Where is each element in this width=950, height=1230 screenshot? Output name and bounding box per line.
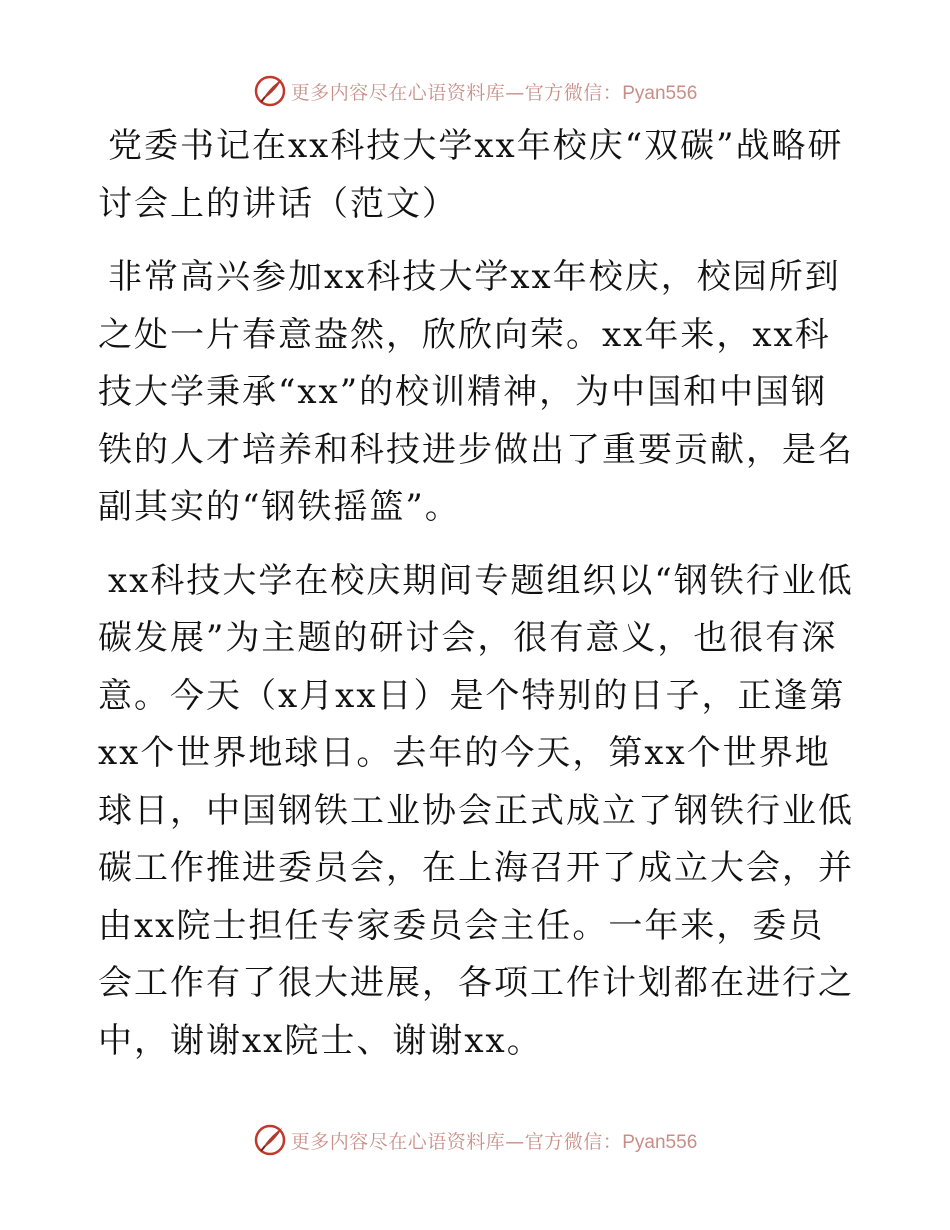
quill-logo-icon (253, 74, 287, 108)
quill-logo-icon (253, 1123, 287, 1157)
watermark-text: 更多内容尽在心语资料库—官方微信：Pyan556 (290, 81, 698, 104)
paragraph-1: 非常高兴参加xx科技大学xx年校庆，校园所到之处一片春意盎然，欣欣向荣。xx年来，xx科技大学秉承“xx”的校训精神，为中国和中国钢铁的人才培养和科技进步做出了重要贡献，是名副其实的“钢铁摇篮”。 (98, 257, 854, 527)
header-watermark (0, 71, 950, 111)
document-body (98, 118, 858, 1070)
paragraph-2: xx科技大学在校庆期间专题组织以“钢铁行业低碳发展”为主题的研讨会，很有意义，也很有深意。今天（x月xx日）是个特别的日子，正逢第xx个世界地球日。去年的今天，第xx个世界地球日，中国钢铁工业协会正式成立了钢铁行业低碳工作推进委员会，在上海召开了成立大会，并由xx院士担任专家委员会主任。一年来，委员会工作有了很大进展，各项工作计划都在进行之中，谢谢xx院士、谢谢xx。 (98, 560, 854, 1061)
document-title: 党委书记在xx科技大学xx年校庆“双碳”战略研讨会上的讲话（范文） (98, 126, 844, 224)
watermark-text: 更多内容尽在心语资料库—官方微信：Pyan556 (290, 1130, 698, 1153)
footer-watermark (0, 1120, 950, 1160)
wechat-id: Pyan556 (622, 1131, 698, 1153)
wechat-id: Pyan556 (622, 82, 698, 104)
